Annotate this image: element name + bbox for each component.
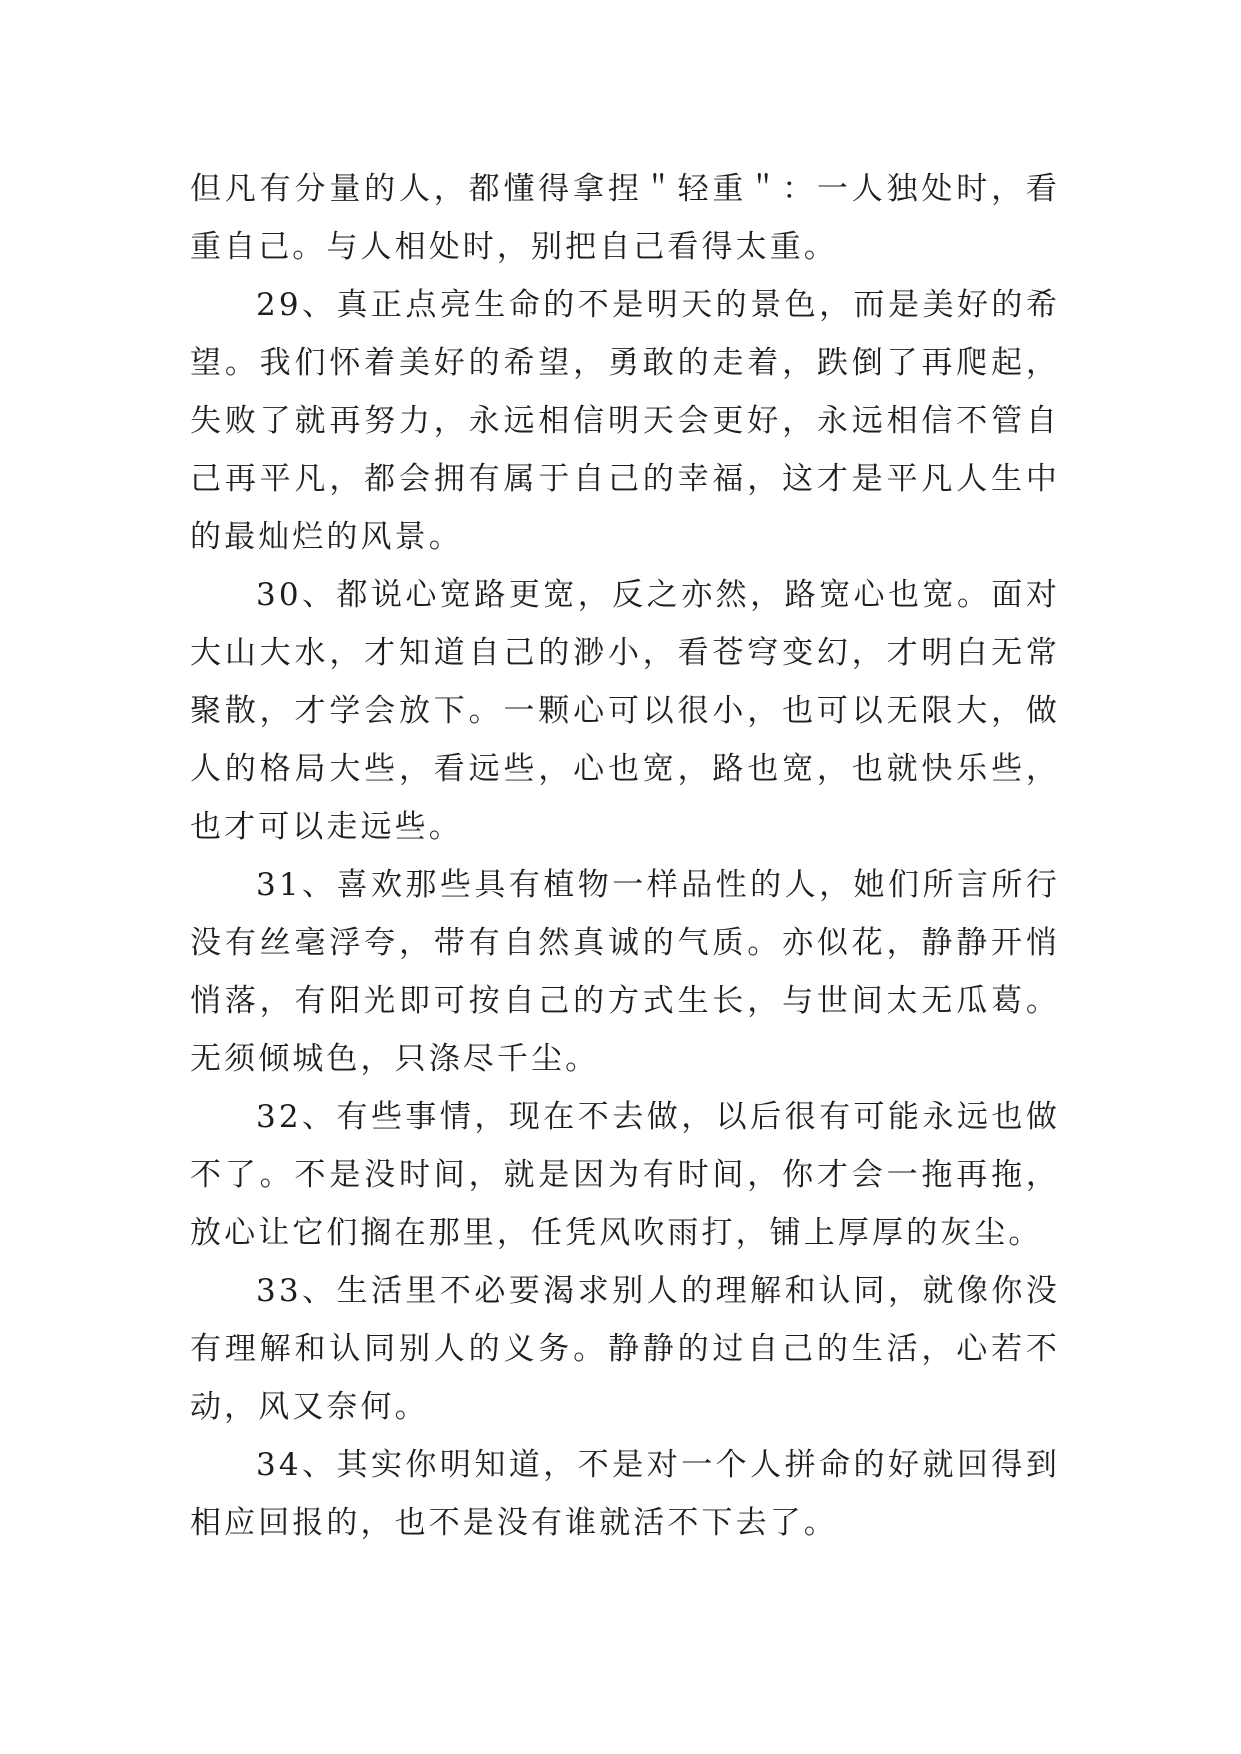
document-body	[190, 160, 1060, 1552]
paragraph-31: 31、喜欢那些具有植物一样品性的人，她们所言所行没有丝毫浮夸，带有自然真诚的气质。亦似花，静静开悄悄落，有阳光即可按自己的方式生长，与世间太无瓜葛。无须倾城色，只涤尽千尘。	[190, 867, 1060, 1077]
paragraph-29: 29、真正点亮生命的不是明天的景色，而是美好的希望。我们怀着美好的希望，勇敢的走着，跌倒了再爬起，失败了就再努力，永远相信明天会更好，永远相信不管自己再平凡，都会拥有属于自己的幸福，这才是平凡人生中的最灿烂的风景。	[190, 287, 1060, 555]
paragraph-32: 32、有些事情，现在不去做，以后很有可能永远也做不了。不是没时间，就是因为有时间，你才会一拖再拖，放心让它们搁在那里，任凭风吹雨打，铺上厚厚的灰尘。	[190, 1099, 1060, 1251]
paragraph-30: 30、都说心宽路更宽，反之亦然，路宽心也宽。面对大山大水，才知道自己的渺小，看苍穹变幻，才明白无常聚散，才学会放下。一颗心可以很小，也可以无限大，做人的格局大些，看远些，心也宽，路也宽，也就快乐些，也才可以走远些。	[190, 577, 1060, 845]
paragraph-33: 33、生活里不必要渴求别人的理解和认同，就像你没有理解和认同别人的义务。静静的过自己的生活，心若不动，风又奈何。	[190, 1273, 1060, 1425]
paragraph-34: 34、其实你明知道，不是对一个人拼命的好就回得到相应回报的，也不是没有谁就活不下去了。	[190, 1447, 1060, 1541]
paragraph-continuation: 但凡有分量的人，都懂得拿捏＂轻重＂：一人独处时，看重自己。与人相处时，别把自己看得太重。	[190, 171, 1060, 265]
